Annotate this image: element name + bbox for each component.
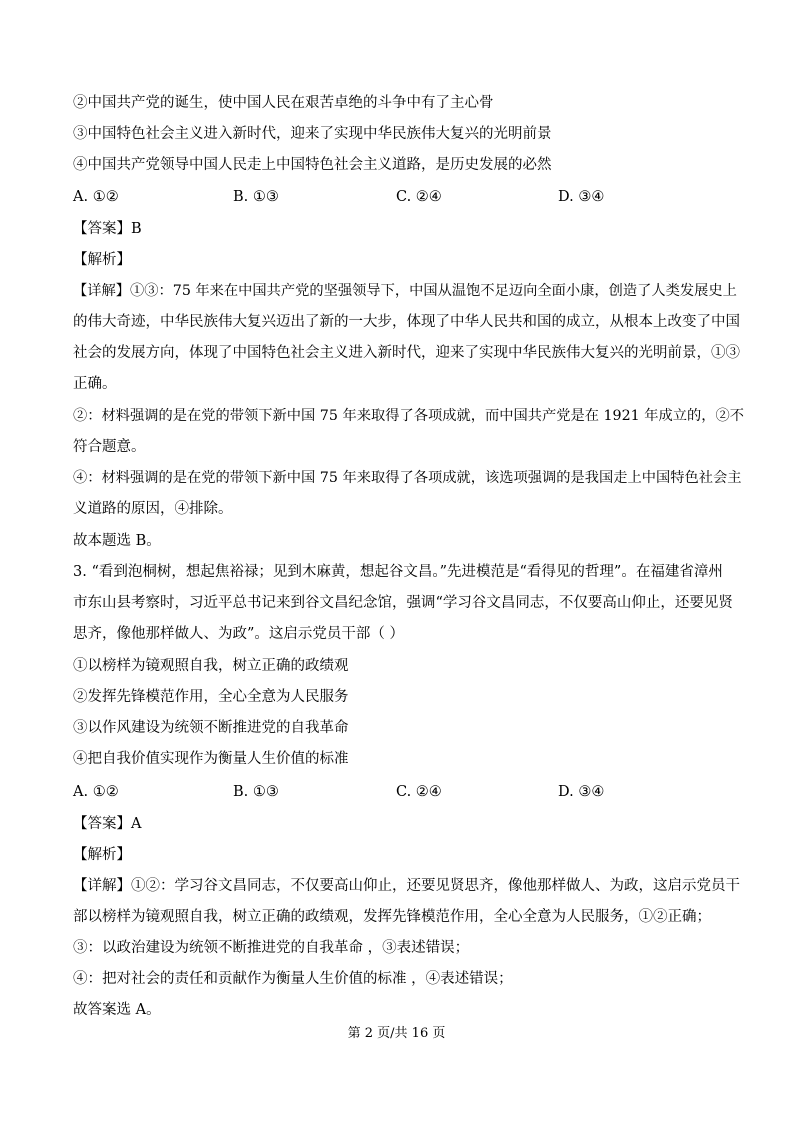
q3-detail-line: 部以榜样为镜观照自我，树立正确的政绩观，发挥先锋模范作用，全心全意为人民服务，①②正确； [73,909,711,925]
q3-option-d: D. ③④ [558,784,605,800]
q2-option-c: C. ②④ [396,189,442,205]
q2-detail-line: 社会的发展方向，体现了中国特色社会主义进入新时代，迎来了实现中华民族伟大复兴的光明前景，①③ [73,345,740,361]
q2-detail-line: ②：材料强调的是在党的带领下新中国 75 年来取得了各项成就，而中国共产党是在 1921 年成立的，②不 [73,408,745,424]
q3-detail-line: ④：把对社会的责任和贡献作为衡量人生价值的标准 ，④表述错误； [73,971,513,987]
q2-option-d: D. ③④ [558,189,605,205]
q2-conclusion: 故本题选 B。 [73,533,161,549]
q2-option-a: A. ①② [73,189,119,205]
q2-statement-4: ④中国共产党领导中国人民走上中国特色社会主义道路，是历史发展的必然 [73,157,552,173]
page-footer: 第 2 页/共 16 页 [347,1026,446,1041]
q3-option-a: A. ①② [73,784,119,800]
q3-statement-2: ②发挥先锋模范作用，全心全意为人民服务 [73,689,349,705]
q3-statement-3: ③以作风建设为统领不断推进党的自我革命 [73,720,349,736]
q3-stem-line: 思齐，像他那样做人、为政”。这启示党员干部（ ） [73,626,405,642]
q2-detail-line: 义道路的原因，④排除。 [73,501,233,517]
q3-option-c: C. ②④ [396,784,442,800]
q2-detail-line: 符合题意。 [73,439,146,455]
q3-statement-1: ①以榜样为镜观照自我，树立正确的政绩观 [73,658,349,674]
q3-detail-line: ③：以政治建设为统领不断推进党的自我革命 ，③表述错误； [73,940,470,956]
q3-conclusion: 故答案选 A。 [73,1002,161,1018]
q3-analysis-label: 【解析】 [73,847,131,863]
q2-detail-line: 的伟大奇迹，中华民族伟大复兴迈出了新的一大步，体现了中华人民共和国的成立，从根本上改变了中国 [73,314,740,330]
q2-detail-line: 【详解】①③：75 年来在中国共产党的坚强领导下，中国从温饱不足迈向全面小康，创造了人类发展史上 [73,283,737,299]
q3-statement-4: ④把自我价值实现作为衡量人生价值的标准 [73,751,349,767]
q2-answer: 【答案】B [73,221,142,237]
q2-statement-3: ③中国特色社会主义进入新时代，迎来了实现中华民族伟大复兴的光明前景 [73,126,552,142]
q3-detail-line: 【详解】①②：学习谷文昌同志，不仅要高山仰止，还要见贤思齐，像他那样做人、为政，这启示党员干 [73,878,740,894]
q2-option-b: B. ①③ [233,189,279,205]
q3-option-b: B. ①③ [233,784,279,800]
q2-statement-2: ②中国共产党的诞生，使中国人民在艰苦卓绝的斗争中有了主心骨 [73,95,494,111]
q2-detail-line: ④：材料强调的是在党的带领下新中国 75 年来取得了各项成就，该选项强调的是我国走上中国特色社会主 [73,470,742,486]
q3-stem-line: 市东山县考察时，习近平总书记来到谷文昌纪念馆，强调“学习谷文昌同志，不仅要高山仰止，还要见贤 [73,595,733,611]
q2-analysis-label: 【解析】 [73,252,131,268]
q2-detail-line: 正确。 [73,376,117,392]
q3-stem-line: 3. “看到泡桐树，想起焦裕禄；见到木麻黄，想起谷文昌。”先进模范是“看得见的哲理”。在福建省漳州 [73,564,723,580]
q3-answer: 【答案】A [73,816,142,832]
